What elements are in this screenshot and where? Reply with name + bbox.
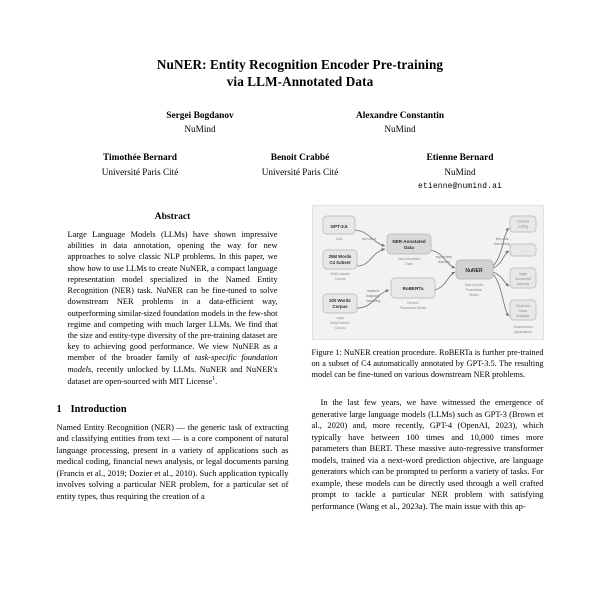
introduction-paragraph-1: Named Entity Recognition (NER) — the generic task of extracting and classifying entities from text — is a core component of natural language processing, present in a variety of applications such as medical coding, financial news analysis, or legal documents parsing (Francis et al., 2019; Dozier et al., 2010). Such application typically involves solving a particular NER problem, for a particular set of entity types, thus requiring the creation of a bbox=[56, 421, 289, 501]
node-sublabel-roberta-line1: Generic bbox=[406, 301, 419, 305]
edge-nuner-to-app-1 bbox=[493, 228, 509, 266]
author-row-2 bbox=[0, 152, 600, 192]
paper-title-line-1: NuNER: Entity Recognition Encoder Pre-training bbox=[156, 57, 444, 72]
app-label-medical-line1: medical bbox=[516, 219, 529, 224]
right-column bbox=[312, 205, 544, 605]
author-name: Etienne Bernard bbox=[426, 153, 494, 164]
node-label-c4-line1: 25M Words bbox=[328, 254, 351, 259]
figure-caption: Figure 1: NuNER creation procedure. RoBERTa is further pre-trained on a subset of C4 automatically annotated by GPT-3.5. The resulting model can be fine-tuned on various downstream NER problems. bbox=[311, 348, 544, 380]
app-label-medical-line2: coding bbox=[517, 224, 528, 229]
edge-nuner-to-app-3 bbox=[493, 272, 509, 286]
abstract-end: . bbox=[215, 376, 218, 386]
node-sublabel-nuner-line2: Foundation bbox=[465, 288, 482, 292]
diagram-node-roberta bbox=[391, 278, 435, 310]
author-name: Benoit Crabbé bbox=[270, 153, 330, 164]
node-label-gpt35: GPT-3.5 bbox=[329, 224, 348, 229]
edge-label-zero-shot: zero-shot bbox=[361, 237, 376, 241]
diagram-node-app-medical-coding bbox=[510, 216, 536, 232]
edge-c4-to-nerdata bbox=[357, 249, 385, 266]
edge-nuner-to-app-2 bbox=[493, 251, 509, 268]
app-label-financial-line3: analysis bbox=[516, 314, 529, 318]
right-column-paragraph-1: In the last few years, we have witnessed the emergence of generative large language models (LLMs) such as GPT-3 (Brown et al., 2020) and, more recently, GPT-4 (OpenAI, 2023), which typically have between 100 times and 10,000 times more parameters than BERT. These massive auto-regressive transformer models, trained via a next-word prediction objective, are language generators which can be prompted to perform a variety of tasks. For example, these models can be directly used through a well crafted prompt to tackle a particular NER problem with satisfying performance (Wang et al., 2023a). The main issue with this ap- bbox=[311, 397, 544, 511]
node-sublabel-corpus-line2: Multi-Domain bbox=[329, 321, 350, 325]
edge-label-fewshot-line2: fine-tuning bbox=[493, 242, 510, 246]
body-columns bbox=[0, 205, 600, 605]
node-sublabel-corpus-line1: Large bbox=[335, 316, 344, 320]
node-label-nerdata-line1: NER-Annotated bbox=[391, 239, 426, 244]
figure-1 bbox=[312, 205, 544, 380]
author-entry bbox=[60, 152, 220, 192]
node-sublabel-nerdata-line1: Task-Annotated bbox=[397, 257, 420, 261]
node-label-nerdata-line2: Data bbox=[403, 245, 414, 250]
node-sublabel-corpus-line3: Corpus bbox=[334, 326, 345, 330]
abstract-part-2: , recently unlocked by LLMs. NuNER and NuNER's dataset are open-sourced with MIT License bbox=[67, 364, 278, 386]
section-number: 1 bbox=[56, 403, 62, 415]
app-label-legal-line1: legal bbox=[518, 272, 527, 276]
app-label-legal-line2: document bbox=[514, 277, 531, 281]
edge-label-mlm-line1: masked bbox=[366, 289, 379, 293]
node-label-corpus-line1: 200 Words bbox=[328, 298, 351, 303]
section-title: Introduction bbox=[70, 403, 127, 415]
edge-label-mlm-line3: modelling bbox=[365, 299, 380, 303]
diagram-node-app-ellipsis bbox=[510, 244, 536, 256]
node-sublabel-nuner-line3: Model bbox=[469, 293, 478, 297]
node-label-corpus-line2: Corpus bbox=[331, 304, 348, 309]
edge-label-supervised-line2: learning bbox=[437, 260, 450, 264]
author-name: Sergei Bogdanov bbox=[166, 110, 234, 121]
applications-caption-line1: Downstream bbox=[512, 325, 533, 329]
abstract-heading: Abstract bbox=[154, 211, 191, 222]
diagram-node-app-financial-news bbox=[510, 300, 536, 320]
node-sublabel-c4-line1: Multi-Domain bbox=[329, 272, 350, 276]
edge-label-mlm-line2: language bbox=[365, 294, 380, 298]
abstract-italic-phrase: task-specific foundation models bbox=[67, 353, 278, 374]
node-sublabel-c4-line2: Corpus bbox=[334, 277, 345, 281]
author-name: Alexandre Constantin bbox=[355, 110, 445, 121]
edge-label-supervised-line1: supervised bbox=[435, 255, 452, 259]
author-affiliation: NuMind bbox=[184, 124, 216, 135]
author-entry bbox=[220, 152, 380, 192]
app-label-ellipsis: ... bbox=[520, 248, 525, 253]
diagram-node-corpus-200 bbox=[323, 294, 357, 330]
abstract-text bbox=[57, 229, 289, 387]
section-heading-introduction bbox=[57, 404, 289, 415]
author-block bbox=[0, 110, 600, 192]
figure-image bbox=[312, 205, 544, 340]
applications-caption-line2: Applications bbox=[513, 330, 532, 334]
diagram-node-gpt35 bbox=[323, 216, 355, 241]
node-label-c4-line2: C4 Subset bbox=[328, 260, 351, 265]
node-sublabel-roberta-line2: Foundation Model bbox=[399, 306, 426, 310]
edge-roberta-to-nuner bbox=[435, 272, 455, 290]
left-column bbox=[57, 205, 289, 605]
author-entry bbox=[100, 110, 300, 136]
diagram-node-app-legal-parsing bbox=[510, 268, 536, 288]
app-label-legal-line3: parsing bbox=[516, 282, 529, 286]
author-email[interactable]: etienne@numind.ai bbox=[418, 181, 502, 191]
page-title bbox=[90, 56, 510, 91]
diagram-node-nuner bbox=[456, 260, 493, 297]
diagram-node-c4-subset bbox=[323, 250, 357, 281]
author-entry bbox=[300, 110, 500, 136]
paper-title-line-2: via LLM-Annotated Data bbox=[226, 74, 374, 90]
node-label-nuner: NuNER bbox=[464, 268, 483, 274]
author-affiliation: NuMind bbox=[444, 166, 476, 177]
node-label-roberta: RoBERTa bbox=[402, 286, 423, 291]
edge-nuner-to-app-4 bbox=[493, 274, 509, 316]
app-label-financial-line2: news bbox=[518, 309, 527, 313]
diagram-node-ner-annotated-data bbox=[387, 234, 431, 266]
app-label-financial-line1: financial bbox=[515, 304, 530, 308]
author-row-1 bbox=[0, 110, 600, 136]
node-sublabel-nuner-line1: Task-Specific bbox=[463, 283, 484, 287]
abstract-part-1: Large Language Models (LLMs) have shown impressive abilities in data annotation, opening the way for new approaches to solve classic NLP problems. In this paper, we show how to use LLMs to create NuNER, a compact language representation model specialized in the Named Entity Recognition (NER) task. NuNER can be fine-tuned to solve downstream NER problems in a data-efficient way, outperforming similar-sized foundation models in the few-shot regime and competing with much larger LLMs. We find that the size and entity-type diversity of the pre-training dataset are key to achieving good performance. We view NuNER as a member of the broader family of bbox=[67, 230, 278, 363]
author-affiliation: Université Paris Cité bbox=[101, 166, 179, 177]
node-sublabel-nerdata-line2: Data bbox=[405, 262, 412, 266]
edge-nerdata-to-nuner bbox=[431, 250, 455, 268]
author-name: Timothée Bernard bbox=[102, 153, 178, 164]
author-affiliation: NuMind bbox=[384, 124, 416, 135]
author-entry bbox=[380, 152, 540, 192]
nuner-pipeline-diagram bbox=[313, 206, 543, 339]
title-block bbox=[0, 0, 600, 91]
footnote-marker[interactable]: 1 bbox=[212, 375, 216, 382]
author-affiliation: Université Paris Cité bbox=[261, 166, 339, 177]
edge-label-fewshot-line1: few-shot bbox=[495, 237, 508, 241]
node-sublabel-gpt35: LLM bbox=[335, 237, 342, 241]
